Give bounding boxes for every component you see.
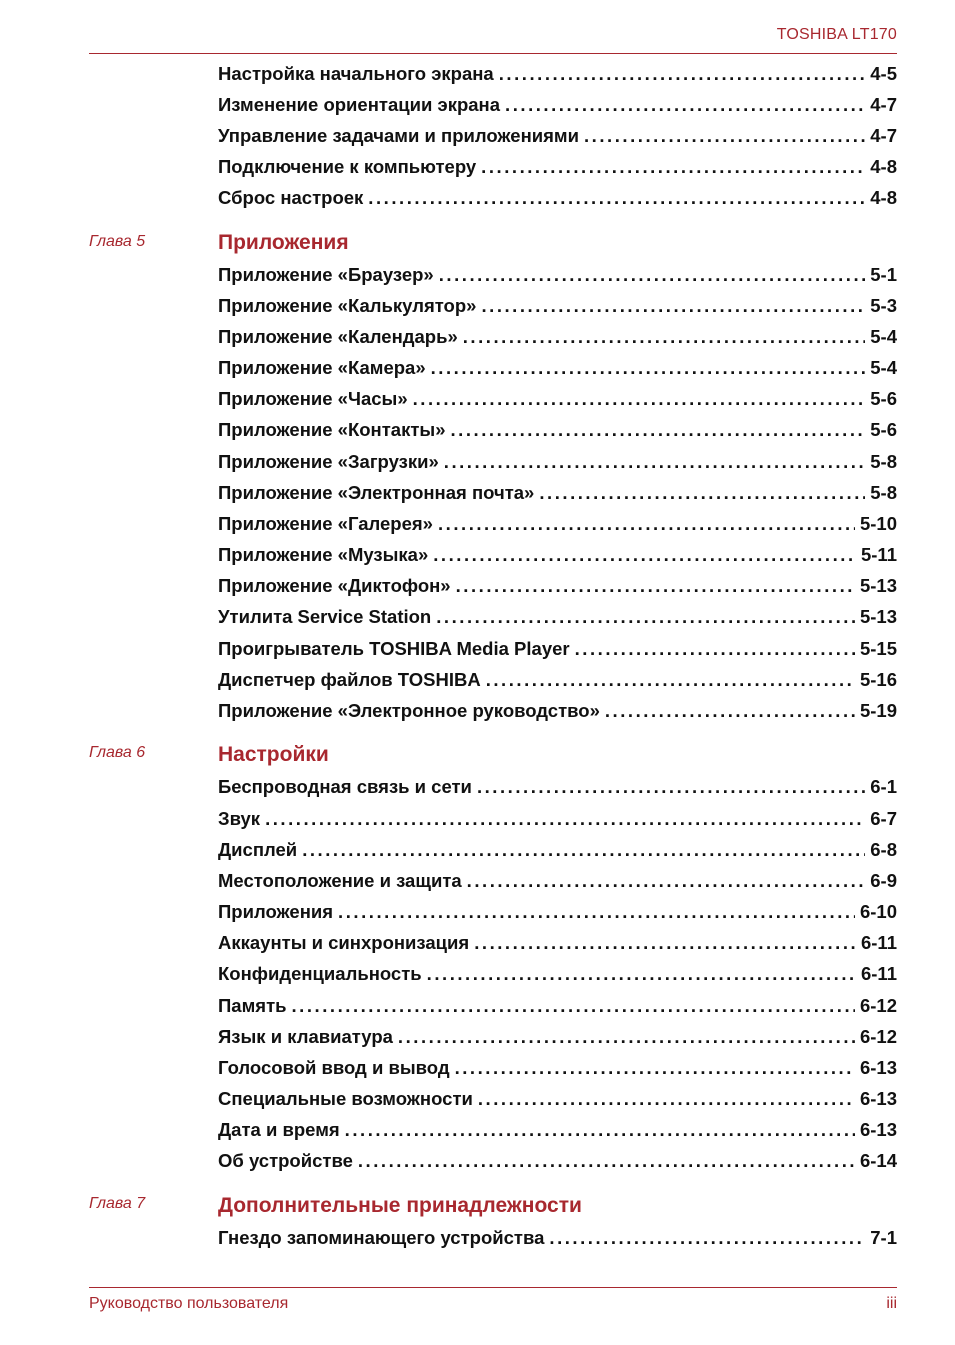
toc-entry-page: 4-5	[870, 63, 897, 84]
dot-leader	[478, 1088, 855, 1110]
toc-entry-title: Утилита Service Station	[218, 606, 432, 627]
toc-entry[interactable]	[218, 125, 897, 149]
toc-entry-page: 5-13	[859, 606, 897, 627]
toc-entry-page: 6-10	[859, 901, 897, 922]
toc-entry-page: 5-4	[870, 357, 897, 378]
toc-entry[interactable]	[218, 995, 897, 1019]
toc-entry[interactable]	[218, 513, 897, 537]
footer-document-title: Руководство пользователя	[89, 1295, 289, 1312]
dot-leader	[605, 700, 855, 722]
toc-entry-page: 5-3	[870, 295, 897, 316]
toc-entry-page: 4-8	[870, 156, 897, 177]
dot-leader	[444, 451, 865, 473]
toc-entry-title: Голосовой ввод и вывод	[218, 1057, 450, 1078]
dot-leader	[499, 63, 866, 85]
toc-entry-title: Проигрыватель TOSHIBA Media Player	[218, 638, 570, 659]
dot-leader	[505, 94, 865, 116]
dot-leader	[539, 482, 865, 504]
dot-leader	[265, 808, 865, 830]
toc-entry[interactable]	[218, 575, 897, 599]
dot-leader	[549, 1227, 865, 1249]
toc-entry-title: Приложение «Календарь»	[218, 326, 458, 347]
toc-entry-title: Специальные возможности	[218, 1088, 473, 1109]
toc-entry-title: Об устройстве	[218, 1150, 353, 1171]
toc-entry[interactable]	[218, 326, 897, 350]
dot-leader	[463, 326, 866, 348]
toc-entry-page: 6-11	[860, 963, 897, 984]
toc-entry[interactable]	[218, 606, 897, 630]
toc-entry-page: 6-13	[859, 1119, 897, 1140]
dot-leader	[474, 932, 856, 954]
dot-leader	[438, 513, 855, 535]
dot-leader	[456, 575, 855, 597]
chapter-label: Глава 6	[89, 744, 146, 761]
toc-entry[interactable]	[218, 388, 897, 412]
toc-entry-title: Сброс настроек	[218, 187, 364, 208]
toc-entry[interactable]	[218, 776, 897, 800]
dot-leader	[481, 156, 865, 178]
dot-leader	[584, 125, 865, 147]
toc-entry-page: 6-7	[870, 808, 897, 829]
toc-entry-page: 4-7	[870, 94, 897, 115]
toc-entry[interactable]	[218, 808, 897, 832]
toc-entry-page: 6-12	[859, 995, 897, 1016]
toc-entry-title: Приложение «Диктофон»	[218, 575, 451, 596]
chapter-label: Глава 7	[89, 1195, 146, 1212]
toc-entry[interactable]	[218, 156, 897, 180]
chapter-title[interactable]: Дополнительные принадлежности	[218, 1194, 582, 1217]
toc-entry-page: 5-6	[870, 388, 897, 409]
toc-entry[interactable]	[218, 451, 897, 475]
chapter-title[interactable]: Приложения	[218, 231, 349, 254]
toc-entry-title: Приложение «Электронная почта»	[218, 482, 535, 503]
toc-entry-page: 7-1	[870, 1227, 897, 1248]
toc-entry-title: Диспетчер файлов TOSHIBA	[218, 669, 481, 690]
toc-entry-page: 6-13	[859, 1088, 897, 1109]
toc-entry-page: 5-8	[870, 482, 897, 503]
footer-page-number: iii	[886, 1295, 897, 1312]
toc-entry[interactable]	[218, 638, 897, 662]
toc-entry-title: Приложение «Браузер»	[218, 264, 434, 285]
toc-entry-title: Приложения	[218, 901, 334, 922]
toc-entry[interactable]	[218, 544, 897, 568]
header-rule	[89, 53, 897, 54]
toc-entry-title: Звук	[218, 808, 261, 829]
dot-leader	[433, 544, 856, 566]
toc-entry-page: 6-12	[859, 1026, 897, 1047]
toc-entry-title: Приложение «Камера»	[218, 357, 426, 378]
toc-entry-title: Память	[218, 995, 287, 1016]
toc-entry[interactable]	[218, 870, 897, 894]
toc-entry-page: 6-13	[859, 1057, 897, 1078]
toc-entry[interactable]	[218, 932, 897, 956]
toc-entry[interactable]	[218, 94, 897, 118]
dot-leader	[575, 638, 855, 660]
dot-leader	[302, 839, 865, 861]
toc-entry[interactable]	[218, 700, 897, 724]
dot-leader	[398, 1026, 855, 1048]
dot-leader	[436, 606, 855, 628]
dot-leader	[345, 1119, 855, 1141]
dot-leader	[358, 1150, 855, 1172]
toc-entry-title: Беспроводная связь и сети	[218, 776, 472, 797]
toc-entry[interactable]	[218, 482, 897, 506]
toc-entry-title: Язык и клавиатура	[218, 1026, 393, 1047]
toc-entry[interactable]	[218, 1150, 897, 1174]
toc-entry-title: Приложение «Музыка»	[218, 544, 429, 565]
toc-entry-title: Приложение «Электронное руководство»	[218, 700, 600, 721]
dot-leader	[450, 419, 865, 441]
dot-leader	[455, 1057, 855, 1079]
toc-entry-title: Настройка начального экрана	[218, 63, 494, 84]
footer-rule	[89, 1287, 897, 1288]
toc-entry[interactable]	[218, 669, 897, 693]
dot-leader	[439, 264, 866, 286]
toc-entry-title: Приложение «Калькулятор»	[218, 295, 477, 316]
toc-entry[interactable]	[218, 1088, 897, 1112]
toc-entry-page: 6-8	[870, 839, 897, 860]
toc-entry-page: 6-1	[870, 776, 897, 797]
toc-entry[interactable]	[218, 187, 897, 211]
toc-entry-title: Местоположение и защита	[218, 870, 462, 891]
toc-entry-page: 5-16	[859, 669, 897, 690]
toc-entry[interactable]	[218, 419, 897, 443]
toc-entry[interactable]	[218, 1057, 897, 1081]
toc-entry[interactable]	[218, 357, 897, 381]
toc-entry-page: 6-9	[870, 870, 897, 891]
toc-entry[interactable]	[218, 901, 897, 925]
toc-entry-page: 5-4	[870, 326, 897, 347]
toc-entry-title: Дата и время	[218, 1119, 340, 1140]
dot-leader	[338, 901, 855, 923]
chapter-title[interactable]: Настройки	[218, 743, 329, 766]
toc-entry-title: Подключение к компьютеру	[218, 156, 477, 177]
toc-entry-title: Управление задачами и приложениями	[218, 125, 579, 146]
dot-leader	[292, 995, 855, 1017]
toc-entry-title: Изменение ориентации экрана	[218, 94, 501, 115]
dot-leader	[427, 963, 856, 985]
dot-leader	[368, 187, 865, 209]
toc-entry[interactable]	[218, 1026, 897, 1050]
toc-entry[interactable]	[218, 295, 897, 319]
toc-entry-title: Приложение «Загрузки»	[218, 451, 439, 472]
toc-entry-page: 4-8	[870, 187, 897, 208]
toc-entry-page: 4-7	[870, 125, 897, 146]
toc-entry-title: Гнездо запоминающего устройства	[218, 1227, 545, 1248]
toc-entry-page: 5-19	[859, 700, 897, 721]
chapter-label: Глава 5	[89, 233, 146, 250]
toc-entry-page: 5-11	[860, 544, 897, 565]
toc-entry-title: Аккаунты и синхронизация	[218, 932, 470, 953]
toc-entry-page: 5-13	[859, 575, 897, 596]
toc-entry[interactable]	[218, 1119, 897, 1143]
toc-entry[interactable]	[218, 839, 897, 863]
toc-entry-page: 5-15	[859, 638, 897, 659]
dot-leader	[481, 295, 865, 317]
toc-entry-title: Приложение «Контакты»	[218, 419, 446, 440]
toc-entry-page: 6-11	[860, 932, 897, 953]
dot-leader	[477, 776, 865, 798]
toc-entry-page: 5-6	[870, 419, 897, 440]
toc-entry-page: 5-1	[870, 264, 897, 285]
toc-entry-page: 5-10	[859, 513, 897, 534]
toc-entry[interactable]	[218, 264, 897, 288]
toc-entry[interactable]	[218, 1227, 897, 1251]
toc-entry-page: 5-8	[870, 451, 897, 472]
toc-entry[interactable]	[218, 963, 897, 987]
dot-leader	[413, 388, 866, 410]
toc-entry-title: Дисплей	[218, 839, 298, 860]
toc-entry-page: 6-14	[859, 1150, 897, 1171]
dot-leader	[486, 669, 855, 691]
dot-leader	[431, 357, 866, 379]
toc-entry[interactable]	[218, 63, 897, 87]
toc-entry-title: Приложение «Галерея»	[218, 513, 433, 534]
dot-leader	[467, 870, 866, 892]
toc-entry-title: Конфиденциальность	[218, 963, 422, 984]
header-product-name: TOSHIBA LT170	[776, 26, 897, 43]
toc-entry-title: Приложение «Часы»	[218, 388, 408, 409]
